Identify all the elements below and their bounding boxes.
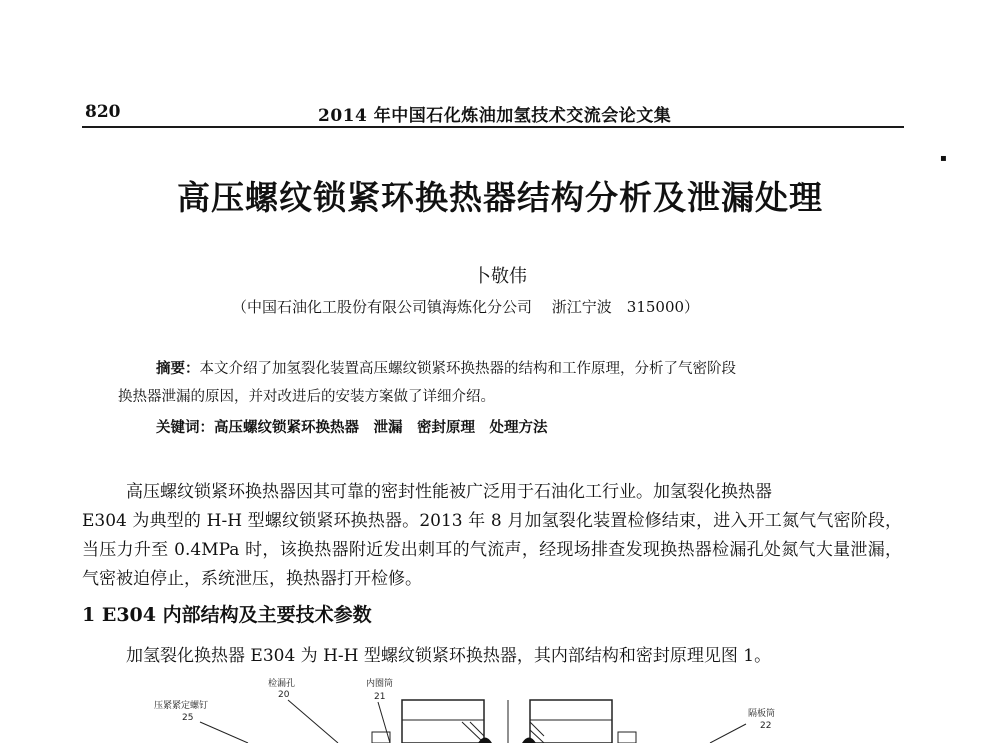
figure-label-21-num: 21 [374, 692, 386, 702]
figure-label-20-text: 检漏孔 [268, 679, 296, 689]
margin-mark: ▪ [940, 153, 947, 164]
running-header: 2014 年中国石化炼油加氢技术交流会论文集 [318, 106, 672, 126]
figure-label-25-text: 压紧紧定螺钉 [154, 701, 209, 711]
leader-line-21 [378, 702, 390, 743]
seal-left [478, 738, 492, 743]
abstract [118, 355, 878, 411]
abstract-text-line1: 本文介绍了加氢裂化装置高压螺纹锁紧环换热器的结构和工作原理，分析了气密阶段 [199, 361, 736, 377]
body-paragraph-rest: E304 为典型的 H-H 型螺纹锁紧环换热器。2013 年 8 月加氢裂化装置检修结束，进入开工氮气气密阶段，当压力升至 0.4MPa 时，该换热器附近发出刺耳的气流声，经现场排查发现换热器检漏孔处氮气大量泄漏，气密被迫停止，系统泄压，换热器打开检修。 [82, 511, 902, 589]
leader-line-22 [710, 724, 746, 743]
figure-label-22-text: 隔板筒 [748, 709, 776, 719]
hatch-1 [470, 722, 484, 736]
abstract-label: 摘要： [156, 360, 200, 377]
figure-1-diagram [140, 672, 840, 743]
hatch-3 [530, 722, 544, 736]
figure-label-25-num: 25 [182, 713, 194, 723]
figure-label-21-text: 内圈筒 [366, 679, 394, 689]
header-rule [82, 126, 904, 128]
housing-right [530, 700, 612, 743]
leader-line-25 [200, 722, 248, 743]
page-number: 820 [85, 102, 121, 122]
body-paragraph-first-line: 高压螺纹锁紧环换热器因其可靠的密封性能被广泛用于石油化工行业。加氢裂化换热器 [126, 482, 772, 502]
bolt-right [618, 732, 636, 743]
section-heading: 1 E304 内部结构及主要技术参数 [82, 604, 372, 626]
affiliation: （中国石油化工股份有限公司镇海炼化分公司 浙江宁波 315000） [232, 298, 700, 316]
paper-title: 高压螺纹锁紧环换热器结构分析及泄漏处理 [177, 178, 823, 217]
author: 卜敬伟 [473, 266, 527, 287]
leader-line-20 [288, 700, 338, 743]
housing-left [402, 700, 484, 743]
abstract-text-line2: 换热器泄漏的原因，并对改进后的安装方案做了详细介绍。 [118, 389, 495, 405]
body-paragraph [82, 478, 902, 594]
figure-label-20-num: 20 [278, 690, 290, 700]
body-paragraph-2: 加氢裂化换热器 E304 为 H-H 型螺纹锁紧环换热器，其内部结构和密封原理见图 1。 [126, 646, 772, 666]
keywords: 关键词：高压螺纹锁紧环换热器 泄漏 密封原理 处理方法 [156, 419, 548, 436]
figure-label-22-num: 22 [760, 721, 772, 731]
seal-right [522, 738, 536, 743]
